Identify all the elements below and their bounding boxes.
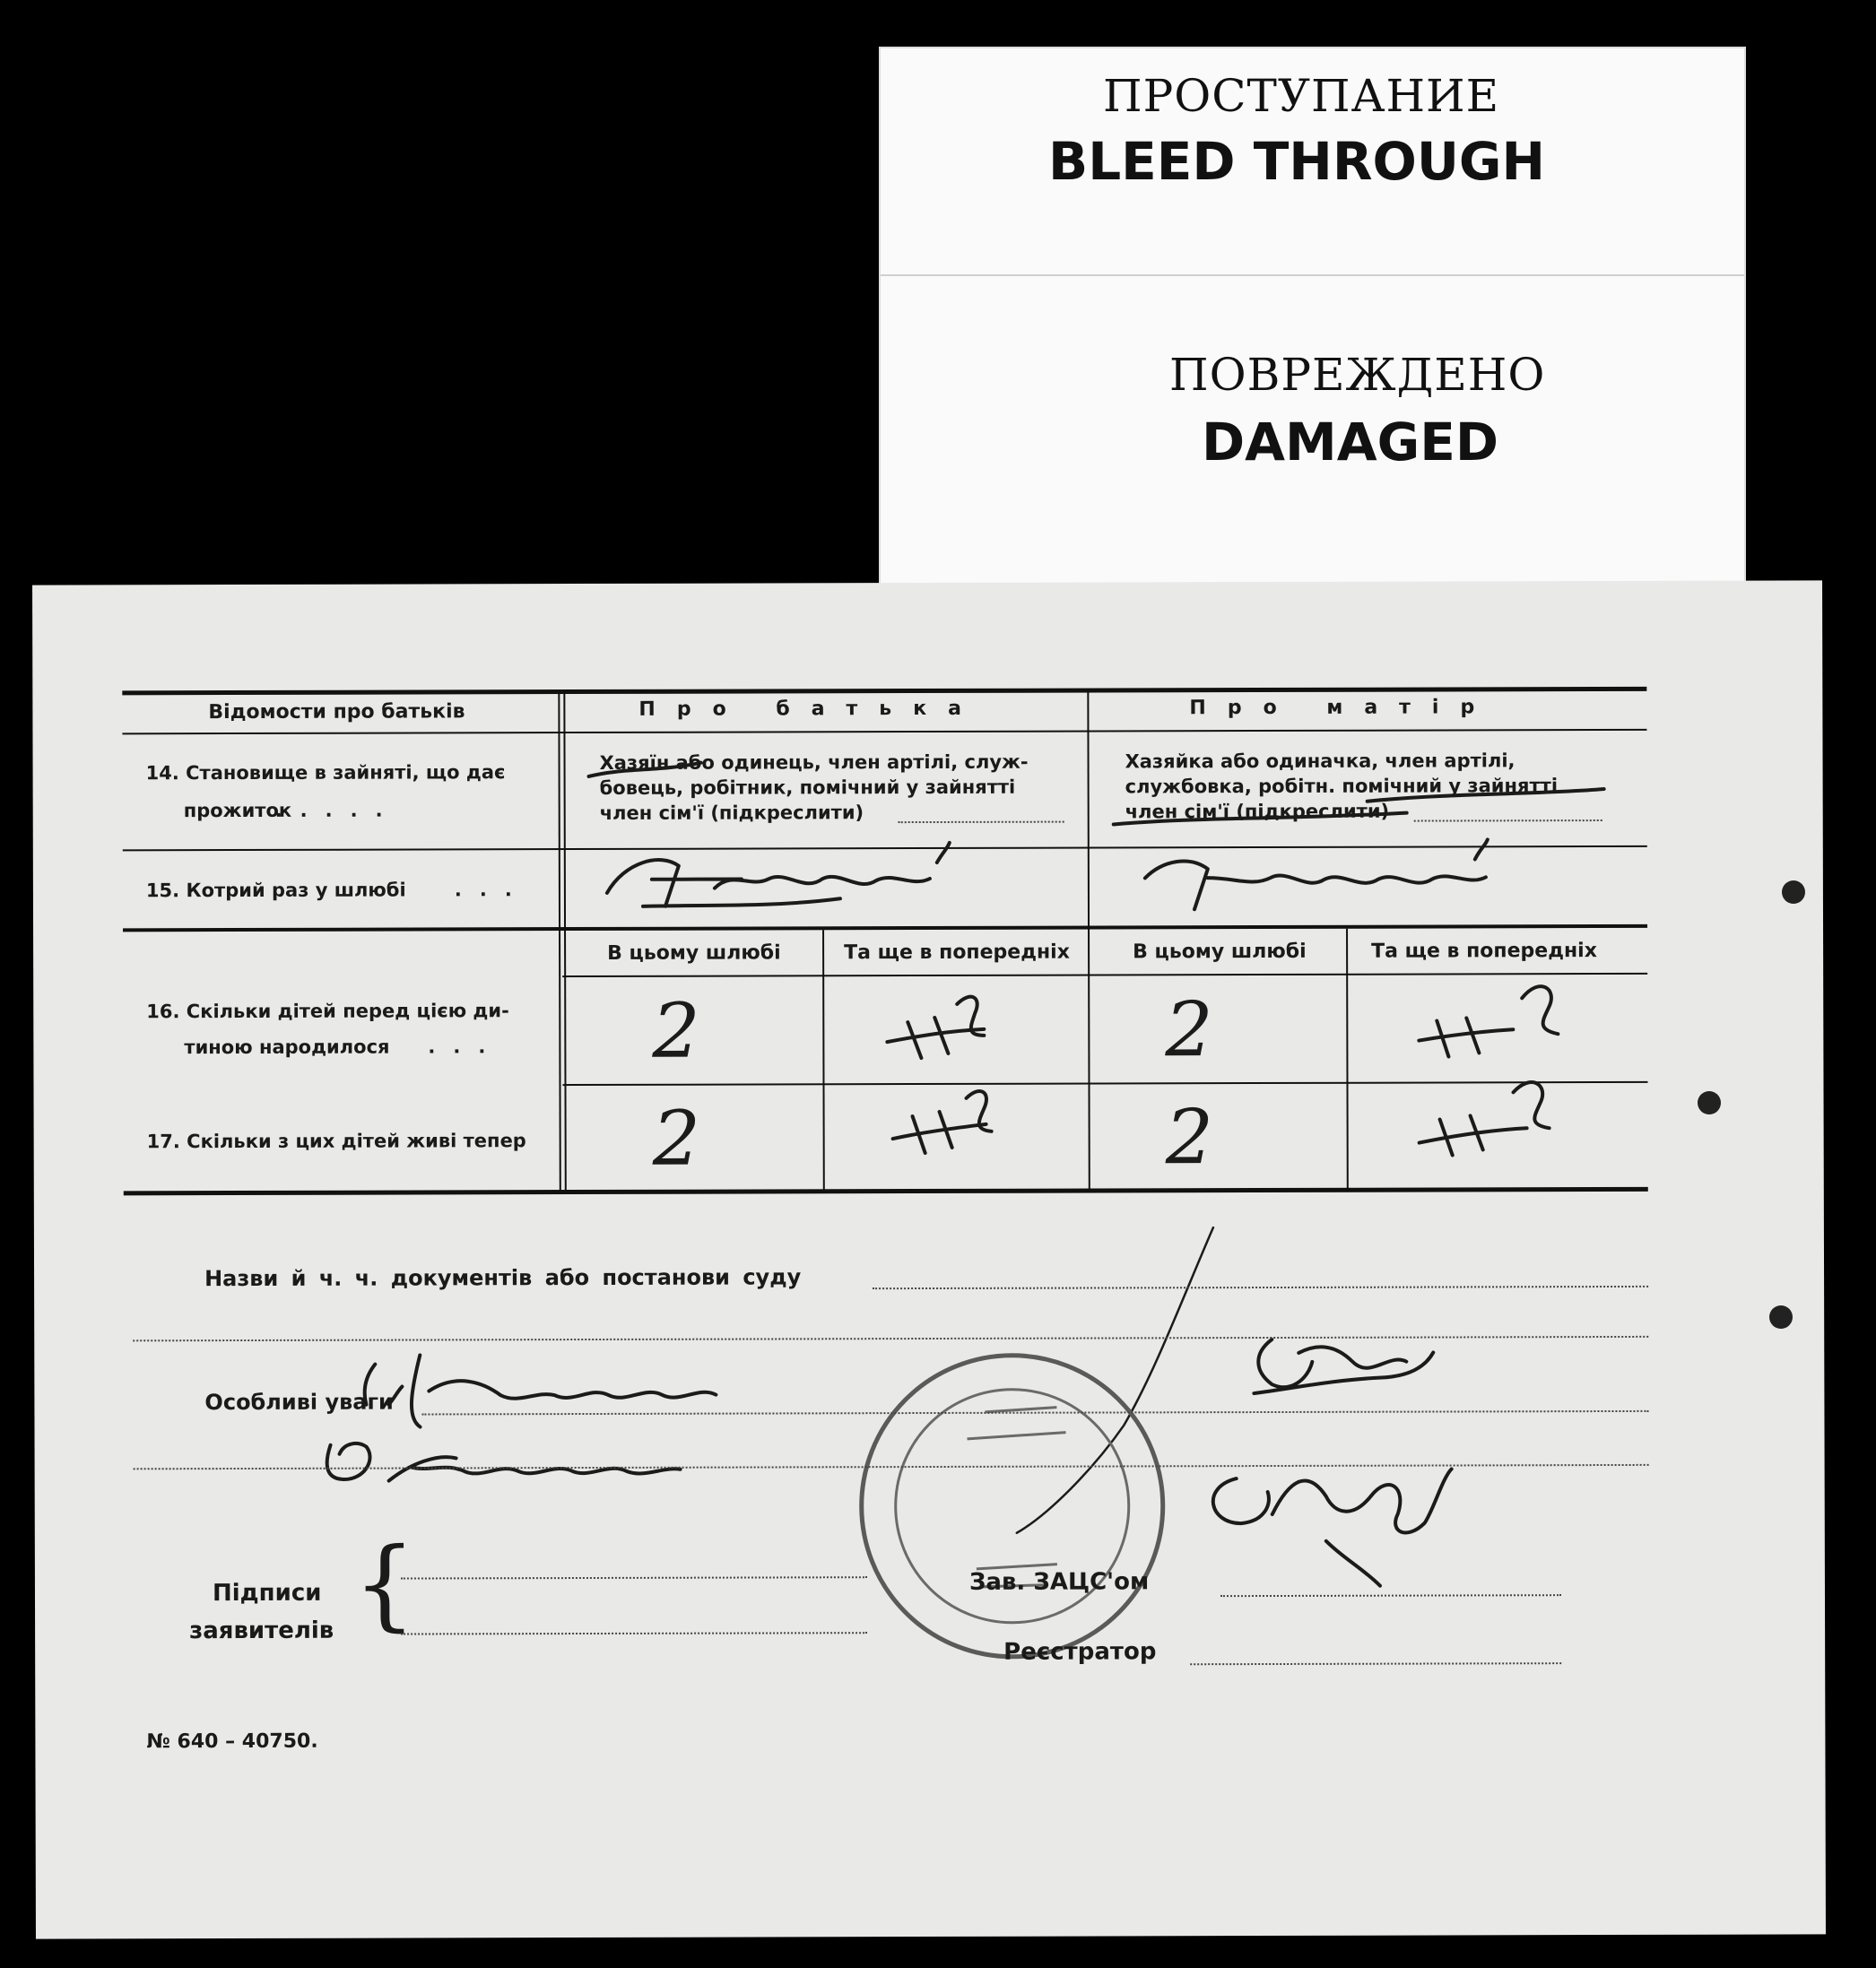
header-about-father: Про батька <box>638 697 984 721</box>
row15-father-handwriting <box>607 843 950 906</box>
signature-applicant-2 <box>327 1443 681 1481</box>
label-divider <box>881 274 1744 276</box>
row17-father-previous-mark <box>893 1091 992 1153</box>
subheader-mother-this-marriage: В цьому шлюбі <box>1133 940 1307 964</box>
row14-mother-options-3: член сім'ї (підкреслити) <box>1125 800 1390 823</box>
row16-mother-this-marriage-value: 2 <box>1165 985 1213 1074</box>
signature-applicant-1 <box>365 1355 717 1427</box>
row14-label-line1: 14. Становище в зайняті, що дає <box>145 761 506 785</box>
registry-form-sheet <box>32 580 1826 1938</box>
row15-label: 15. Котрий раз у шлюбі <box>145 879 406 902</box>
row17-label: 17. Скільки з цих дітей живі тепер <box>146 1130 526 1153</box>
subheader-father-this-marriage: В цьому шлюбі <box>607 941 781 965</box>
row17-mother-previous-mark <box>1419 1082 1549 1156</box>
header-about-mother: Про матір <box>1189 696 1497 720</box>
row16-label-line1: 16. Скільки дітей перед цією ди- <box>146 1000 509 1023</box>
underline-mother-occupation-2 <box>1114 813 1407 825</box>
signatures-label-line1: Підписи <box>212 1579 322 1608</box>
row16-mother-previous-mark <box>1419 986 1558 1057</box>
form-number: № 640 – 40750. <box>146 1730 318 1754</box>
registrar-label: Реєстратор <box>1003 1638 1157 1666</box>
row14-father-options-2: бовець, робітник, помічний у зайнятті <box>599 776 1016 799</box>
special-notes-label: Особливі уваги <box>204 1389 394 1416</box>
stamp-text-marks <box>967 1408 1066 1587</box>
signatures-label-line2: заявителів <box>189 1617 334 1645</box>
signature-head <box>1254 1339 1433 1394</box>
row15-leader-dots: ... <box>454 879 530 901</box>
row14-father-options-1: Хазяїн або одинець, член артілі, служ- <box>599 750 1029 774</box>
row17-mother-this-marriage-value: 2 <box>1165 1093 1214 1182</box>
underline-father-occupation <box>589 763 701 776</box>
stamp-outer-ring <box>861 1355 1163 1657</box>
binding-hole-3 <box>1769 1305 1793 1329</box>
row14-leader-dots: ..... <box>274 799 401 821</box>
label-damaged-ru: ПОВРЕЖДЕНО <box>1169 349 1546 401</box>
label-bleed-through-ru: ПРОСТУПАНИЕ <box>1103 70 1500 122</box>
stray-pencil-line <box>1016 1227 1214 1533</box>
row16-label-line2: тиною народилося <box>184 1036 390 1059</box>
label-damaged-en: DAMAGED <box>1202 412 1499 472</box>
subheader-mother-previous: Та ще в попередніх <box>1371 940 1597 963</box>
signatures-brace: { <box>352 1526 417 1642</box>
head-zags-label: Зав. ЗАЦС'ом <box>968 1568 1150 1596</box>
row15-mother-handwriting <box>1145 839 1488 909</box>
signature-registrar <box>1213 1469 1452 1586</box>
warning-label-card <box>879 47 1746 588</box>
row16-father-previous-mark <box>887 997 984 1058</box>
row17-father-this-marriage-value: 2 <box>652 1094 701 1183</box>
subheader-father-previous: Та ще в попередніх <box>844 941 1070 965</box>
row14-mother-options-2: службовка, робітн. помічний у зайнятті <box>1125 775 1559 798</box>
row14-label-line2: прожиток <box>183 799 292 822</box>
documents-label: Назви й ч. ч. документів або постанови суду <box>204 1264 802 1292</box>
binding-hole-1 <box>1782 880 1805 904</box>
header-parents-info: Відомости про батьків <box>208 700 465 724</box>
row14-mother-options-1: Хазяйка або одиначка, член артілі, <box>1125 750 1516 773</box>
underline-mother-occupation-1 <box>1368 789 1604 802</box>
label-bleed-through-en: BLEED THROUGH <box>1048 131 1546 192</box>
row16-leader-dots: ... <box>428 1036 504 1058</box>
row14-father-options-3: член сім'ї (підкреслити) <box>599 802 864 824</box>
binding-hole-2 <box>1698 1091 1721 1114</box>
row16-father-this-marriage-value: 2 <box>652 986 700 1075</box>
